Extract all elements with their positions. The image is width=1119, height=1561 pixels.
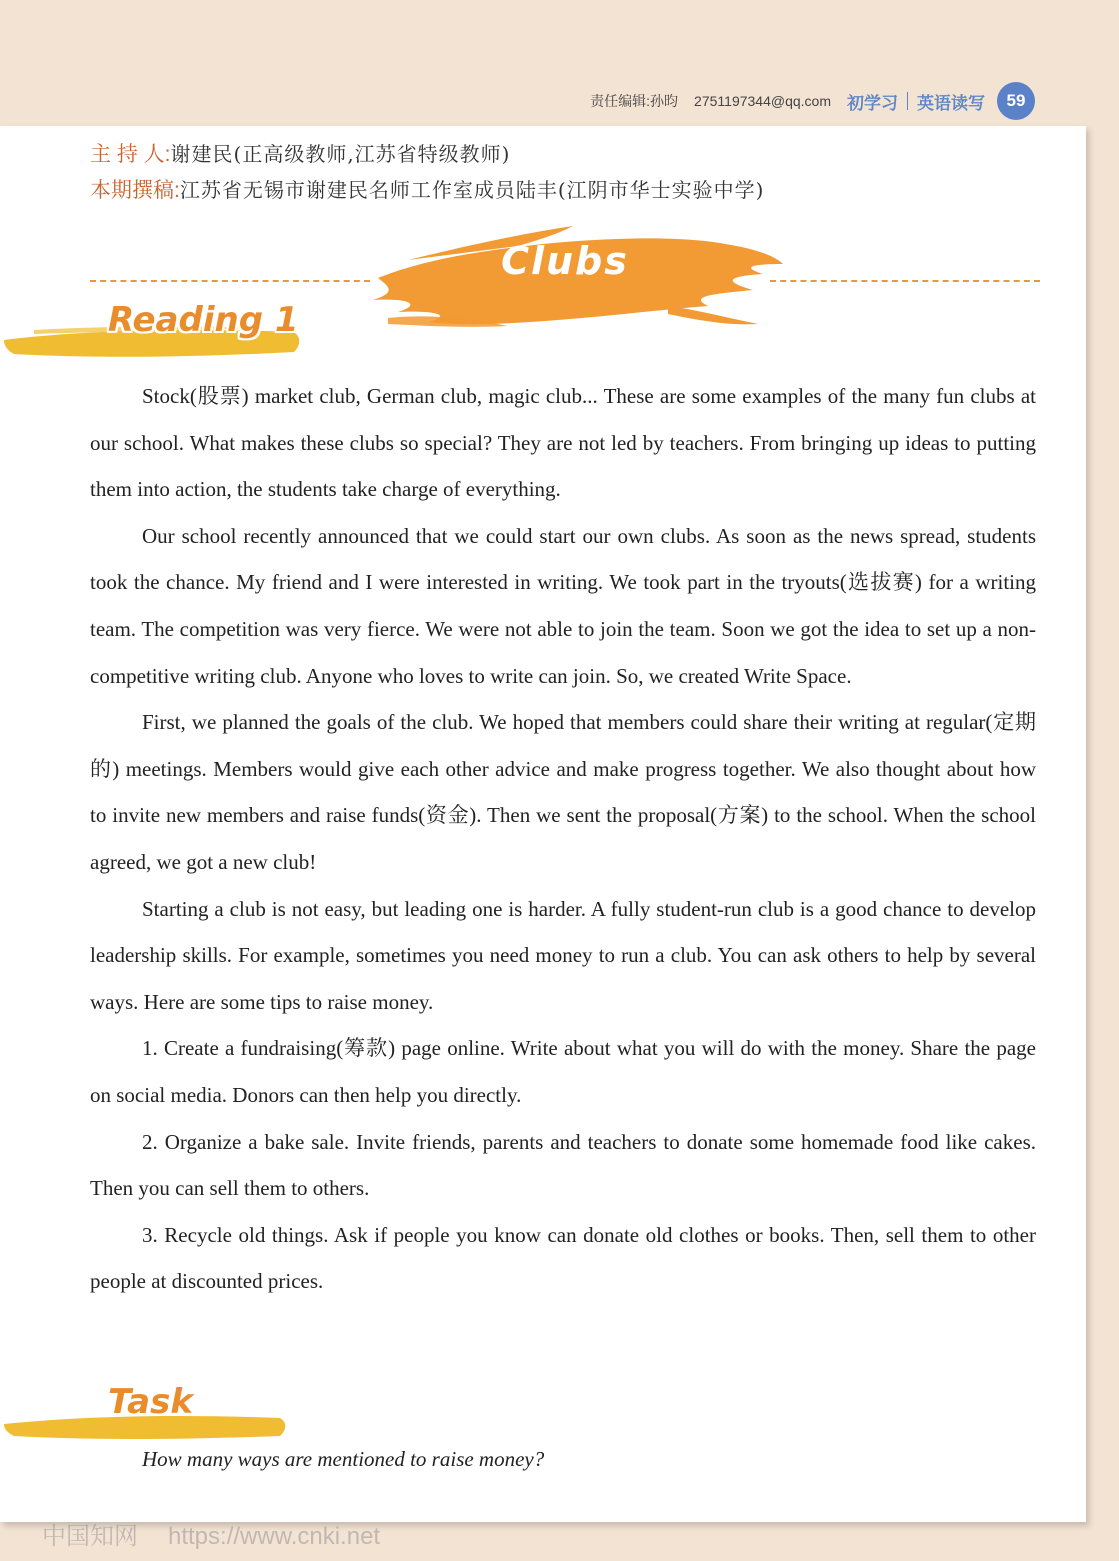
article-list-item: 2. Organize a bake sale. Invite friends, parents and teachers to donate some homemade food like cakes. Then you can sell them to others. <box>90 1129 1036 1201</box>
title-divider-right <box>770 280 1040 282</box>
article-paragraph: Starting a club is not easy, but leading one is harder. A fully student-run club is a good chance to develop leadership skills. For example, sometimes you need money to run a club. You can ask others to help by several ways. Here are some tips to raise money. <box>90 896 1036 1014</box>
page-header <box>590 86 1035 116</box>
article-list-item: 3. Recycle old things. Ask if people you know can donate old clothes or books. Then, sell them to other people at discounted prices. <box>90 1222 1036 1294</box>
task-question: How many ways are mentioned to raise money? <box>142 1447 545 1471</box>
page-card <box>0 126 1086 1522</box>
author-value: 江苏省无锡市谢建民名师工作室成员陆丰(江阴市华士实验中学) <box>179 178 765 202</box>
page-title: Clubs <box>501 239 629 283</box>
article-paragraph: Our school recently announced that we could start our own clubs. As soon as the news spread, students took the chance. My friend and I were interested in writing. We took part in the tryouts(选拔赛) for a writing team. The competition was very fierce. We were not able to join the team. Soon we got the idea to set up a non-competitive writing club. Anyone who loves to write can join. So, we created Write Space. <box>90 523 1036 688</box>
editor-email[interactable]: 2751197344@qq.com <box>694 93 831 109</box>
cnki-watermark <box>42 1516 380 1551</box>
task-section-heading: Task <box>108 1382 193 1422</box>
watermark-url[interactable]: https://www.cnki.net <box>168 1523 381 1550</box>
header-divider <box>907 92 908 110</box>
article-list-item: 1. Create a fundraising(筹款) page online. Write about what you will do with the money. Share the page on social media. Donors can then help you directly. <box>90 1036 1036 1107</box>
reading-article <box>90 373 1036 1305</box>
host-value: 谢建民(正高级教师,江苏省特级教师) <box>170 142 511 166</box>
section-name: 英语读写 <box>917 93 985 113</box>
journal-name: 初学习 <box>847 93 898 113</box>
title-divider-left <box>90 280 370 282</box>
host-label: 主 持 人: <box>90 143 171 166</box>
author-credit <box>90 174 764 204</box>
article-paragraph: Stock(股票) market club, German club, magic club... These are some examples of the many fun clubs at our school. What makes these clubs so special? They are not led by teachers. From bringing up ideas to putting them into action, the students take charge of everything. <box>90 384 1036 502</box>
watermark-brand: 中国知网 <box>42 1523 138 1550</box>
editor-credit: 责任编辑:孙昀 <box>590 93 679 109</box>
host-credit <box>90 138 510 168</box>
author-label: 本期撰稿: <box>90 179 180 202</box>
article-paragraph: First, we planned the goals of the club. We hoped that members could share their writing at regular(定期的) meetings. Members would give each other advice and make progress together. We also thought about how to invite new members and raise funds(资金). Then we sent the proposal(方案) to the school. When the school agreed, we got a new club! <box>90 710 1036 874</box>
reading-section-heading: Reading 1 <box>108 300 299 340</box>
page-number-badge: 59 <box>997 82 1035 120</box>
